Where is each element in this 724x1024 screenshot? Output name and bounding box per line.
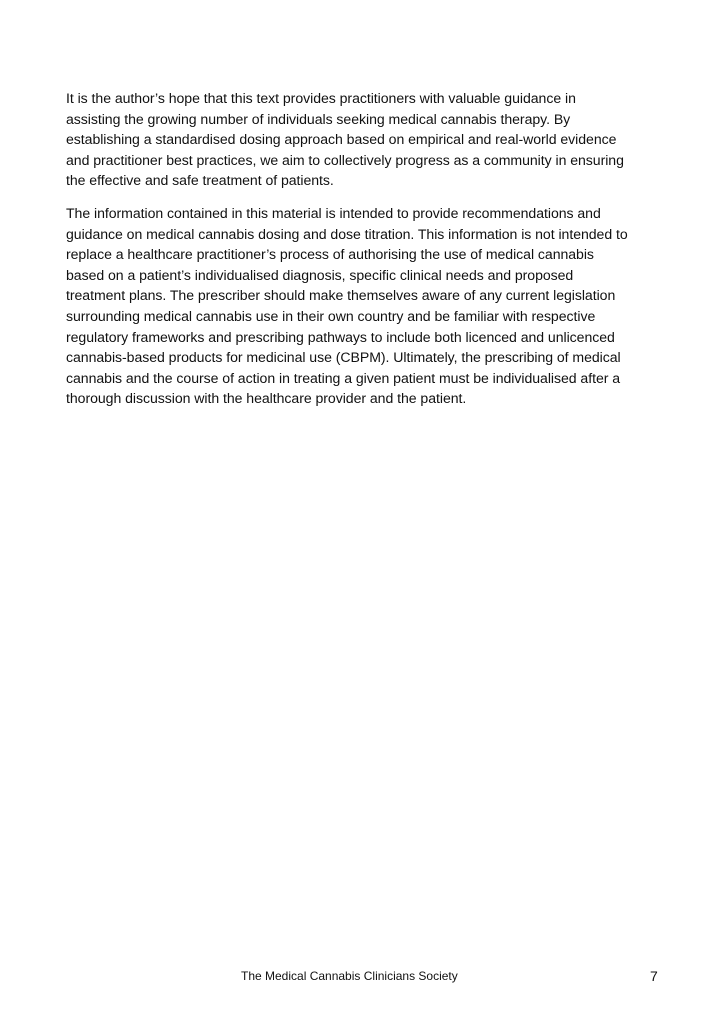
text-line: cannabis and the course of action in treating a given patient must be individualised after a: [66, 369, 621, 386]
text-line: cannabis-based products for medicinal use (CBPM). Ultimately, the prescribing of medical: [66, 349, 621, 366]
text-line: assisting the growing number of individuals seeking medical cannabis therapy. By: [66, 110, 571, 127]
body-text: [66, 88, 666, 421]
text-line: regulatory frameworks and prescribing pathways to include both licenced and unlicenced: [66, 328, 615, 345]
text-line: guidance on medical cannabis dosing and dose titration. This information is not intended to: [66, 225, 628, 242]
text-line: and practitioner best practices, we aim to collectively progress as a community in ensuring: [66, 151, 624, 168]
text-line: thorough discussion with the healthcare provider and the patient.: [66, 390, 467, 407]
text-line: The information contained in this material is intended to provide recommendations and: [66, 204, 601, 221]
text-line: based on a patient’s individualised diagnosis, specific clinical needs and proposed: [66, 266, 574, 283]
footer-title: The Medical Cannabis Clinicians Society: [241, 969, 458, 983]
text-line: surrounding medical cannabis use in their own country and be familiar with respective: [66, 307, 596, 324]
text-line: treatment plans. The prescriber should make themselves aware of any current legislation: [66, 287, 616, 304]
text-line: establishing a standardised dosing approach based on empirical and real-world evidence: [66, 131, 617, 148]
paragraph-disclaimer: [66, 203, 666, 409]
paragraph-intro: [66, 88, 666, 191]
text-line: replace a healthcare practitioner’s process of authorising the use of medical cannabis: [66, 246, 594, 263]
text-line: the effective and safe treatment of patients.: [66, 172, 334, 189]
text-line: It is the author’s hope that this text provides practitioners with valuable guidance in: [66, 90, 576, 106]
page-number: 7: [650, 968, 658, 984]
